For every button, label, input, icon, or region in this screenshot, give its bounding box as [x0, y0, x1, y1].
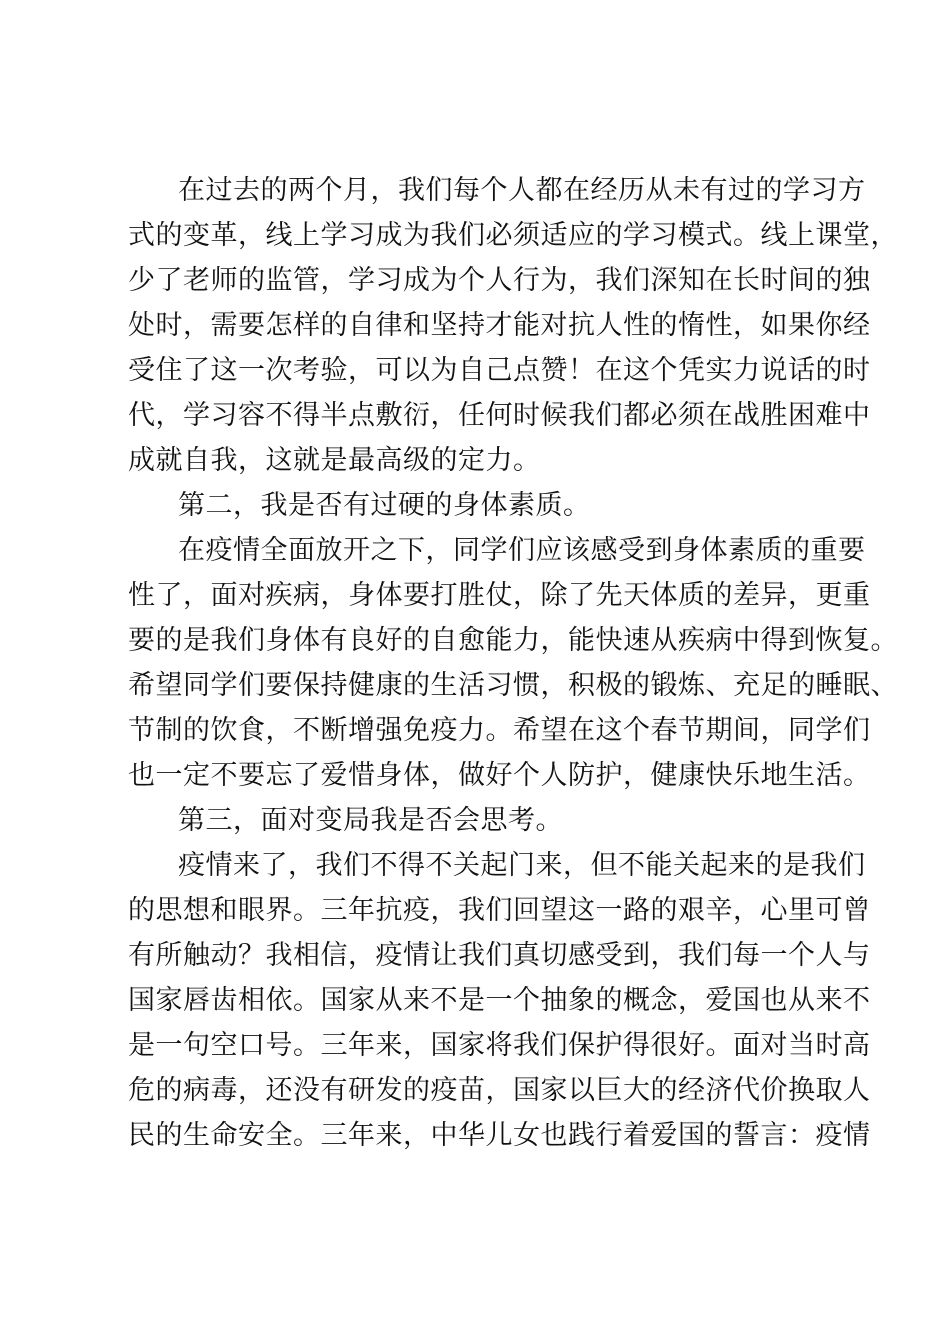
paragraph-line: 希望同学们要保持健康的生活习惯，积极的锻炼、充足的睡眠、: [128, 670, 898, 701]
paragraph-line: 代，学习容不得半点敷衍，任何时候我们都必须在战胜困难中: [128, 400, 871, 431]
paragraph-line: 处时，需要怎样的自律和坚持才能对抗人性的惰性，如果你经: [128, 310, 871, 341]
section-heading: 第三，面对变局我是否会思考。: [178, 805, 563, 836]
paragraph-line: 有所触动？我相信，疫情让我们真切感受到，我们每一个人与: [128, 940, 871, 971]
paragraph-line: 在过去的两个月，我们每个人都在经历从未有过的学习方: [178, 175, 866, 206]
paragraph-line: 性了，面对疾病，身体要打胜仗，除了先天体质的差异，更重: [128, 580, 871, 611]
paragraph-line: 是一句空口号。三年来，国家将我们保护得很好。面对当时高: [128, 1030, 871, 1061]
paragraph-line: 的思想和眼界。三年抗疫，我们回望这一路的艰辛，心里可曾: [128, 895, 871, 926]
paragraph-line: 成就自我，这就是最高级的定力。: [128, 445, 541, 476]
paragraph-line: 民的生命安全。三年来，中华儿女也践行着爱国的誓言：疫情: [128, 1120, 871, 1151]
paragraph-line: 受住了这一次考验，可以为自己点赞！在这个凭实力说话的时: [128, 355, 871, 386]
paragraph-line: 要的是我们身体有良好的自愈能力，能快速从疾病中得到恢复。: [128, 625, 898, 656]
paragraph-line: 式的变革，线上学习成为我们必须适应的学习模式。线上课堂，: [128, 220, 898, 251]
paragraph-line: 也一定不要忘了爱惜身体，做好个人防护，健康快乐地生活。: [128, 760, 871, 791]
paragraph-line: 国家唇齿相依。国家从来不是一个抽象的概念，爱国也从来不: [128, 985, 871, 1016]
body-text: [128, 168, 898, 1158]
paragraph-line: 疫情来了，我们不得不关起门来，但不能关起来的是我们: [178, 850, 866, 881]
paragraph-line: 在疫情全面放开之下，同学们应该感受到身体素质的重要: [178, 535, 866, 566]
paragraph-line: 节制的饮食，不断增强免疫力。希望在这个春节期间，同学们: [128, 715, 871, 746]
paragraph-line: 少了老师的监管，学习成为个人行为，我们深知在长时间的独: [128, 265, 871, 296]
paragraph-line: 危的病毒，还没有研发的疫苗，国家以巨大的经济代价换取人: [128, 1075, 871, 1106]
section-heading: 第二，我是否有过硬的身体素质。: [178, 490, 591, 521]
